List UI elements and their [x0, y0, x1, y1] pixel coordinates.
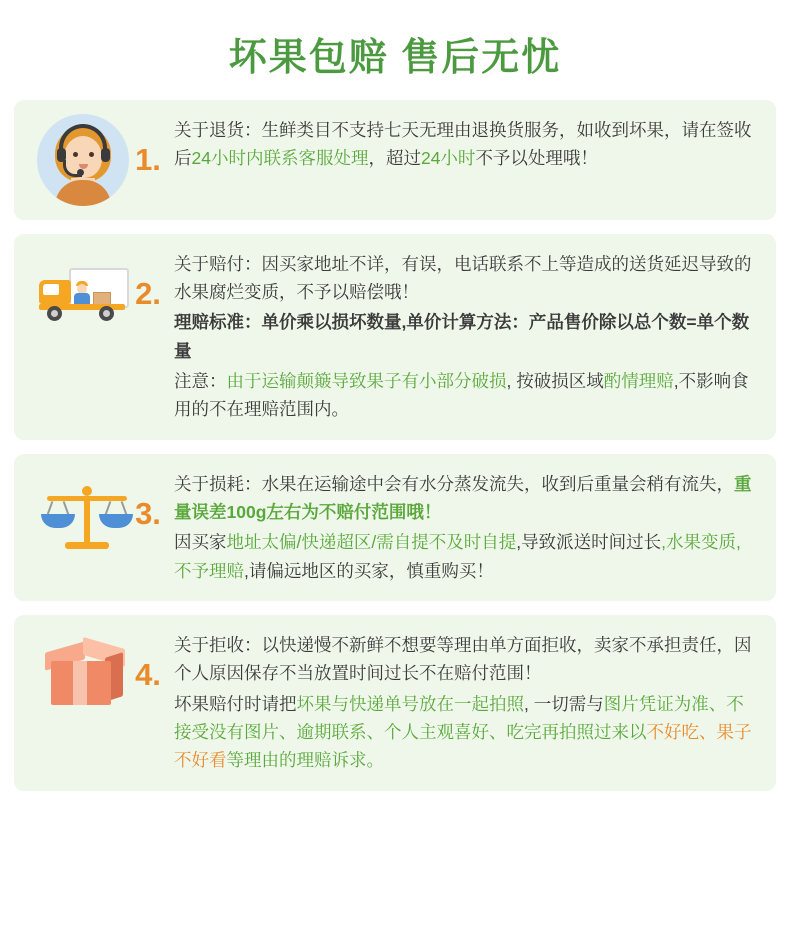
card-number: 3. — [135, 495, 161, 531]
text-run-highlight: 24小时内联系客服处理 — [191, 147, 369, 168]
card-number: 2. — [135, 275, 161, 311]
page-title: 坏果包赔 售后无忧 — [228, 37, 562, 79]
delivery-truck-icon — [37, 248, 129, 340]
card-line — [174, 250, 758, 307]
text-run: , 一切需与 — [524, 693, 604, 714]
card-icon-column — [24, 114, 174, 206]
text-run-highlight: 地址太偏/快递超区/需自提不及时自提 — [226, 532, 517, 553]
text-run: 关于赔付：因买家地址不详，有误，电话联系不上等造成的送货延迟导致的水果腐烂变质，不予以赔偿哦！ — [174, 253, 752, 302]
card-line — [174, 308, 758, 365]
text-run: 坏果赔付时请把 — [174, 693, 297, 714]
policy-card-return — [14, 100, 776, 220]
text-run: ,请偏远地区的买家，慎重购买！ — [244, 560, 494, 581]
text-run-highlight: ,水果变质,不予理赔 — [174, 532, 741, 581]
text-run-highlight: 坏果与快递单号放在一起拍照 — [296, 693, 524, 714]
card-text — [174, 248, 758, 426]
card-line — [174, 528, 758, 585]
card-line — [174, 367, 758, 424]
policy-card-compensation — [14, 234, 776, 440]
card-text — [174, 629, 758, 777]
card-number: 4. — [135, 657, 161, 693]
policy-card-weight-loss — [14, 454, 776, 601]
card-line — [174, 690, 758, 775]
text-run: 关于退货：生鲜类目不支持七天无理由退换货服务，如收到坏果，请在签收后 — [174, 119, 752, 168]
card-line — [174, 116, 758, 173]
card-icon-column — [24, 629, 174, 721]
text-run: 不予以处理哦！ — [475, 147, 598, 168]
text-run: 注意： — [174, 370, 227, 391]
text-run-highlight: 重量误差100g左右为不赔付范围哦！ — [174, 473, 752, 522]
text-run-warning: 不好吃、果子不好看 — [174, 722, 752, 771]
text-run-highlight: 由于运输颠簸导致果子有小部分破损 — [226, 370, 507, 391]
text-run-highlight: 图片凭证为准、不接受没有图片、逾期联系、个人主观喜好、吃完再拍照过来以 — [174, 693, 744, 743]
text-run: 因买家 — [174, 532, 227, 553]
text-run-bold: 理赔标准：单价乘以损坏数量,单价计算方法：产品售价除以总个数=单个数量 — [174, 312, 750, 361]
customer-service-headset-icon — [37, 114, 129, 206]
card-icon-column — [24, 468, 174, 560]
balance-scale-icon — [37, 468, 129, 560]
policy-card-refusal — [14, 615, 776, 791]
text-run: , 按破损区域 — [506, 370, 604, 391]
card-number: 1. — [135, 141, 161, 177]
text-run: 关于损耗：水果在运输途中会有水分蒸发流失，收到后重量会稍有流失， — [174, 473, 734, 494]
card-text — [174, 114, 758, 175]
text-run-highlight: 酌情理赔 — [603, 370, 674, 391]
open-carton-box-icon — [37, 629, 129, 721]
card-text — [174, 468, 758, 587]
text-run: ,不影响食用的不在理赔范围内。 — [174, 370, 749, 420]
card-line — [174, 631, 758, 688]
text-run-highlight: 等理由的理赔诉求。 — [226, 750, 384, 771]
text-run: 关于拒收：以快递慢不新鲜不想要等理由单方面拒收，卖家不承担责任，因个人原因保存不当放置时间过长不在赔付范围！ — [174, 635, 752, 684]
text-run-highlight: 24小时 — [420, 147, 476, 168]
text-run: ,导致派送时间过长 — [516, 532, 662, 553]
card-line — [174, 470, 758, 527]
card-icon-column — [24, 248, 174, 340]
text-run: ，超过 — [368, 147, 421, 168]
